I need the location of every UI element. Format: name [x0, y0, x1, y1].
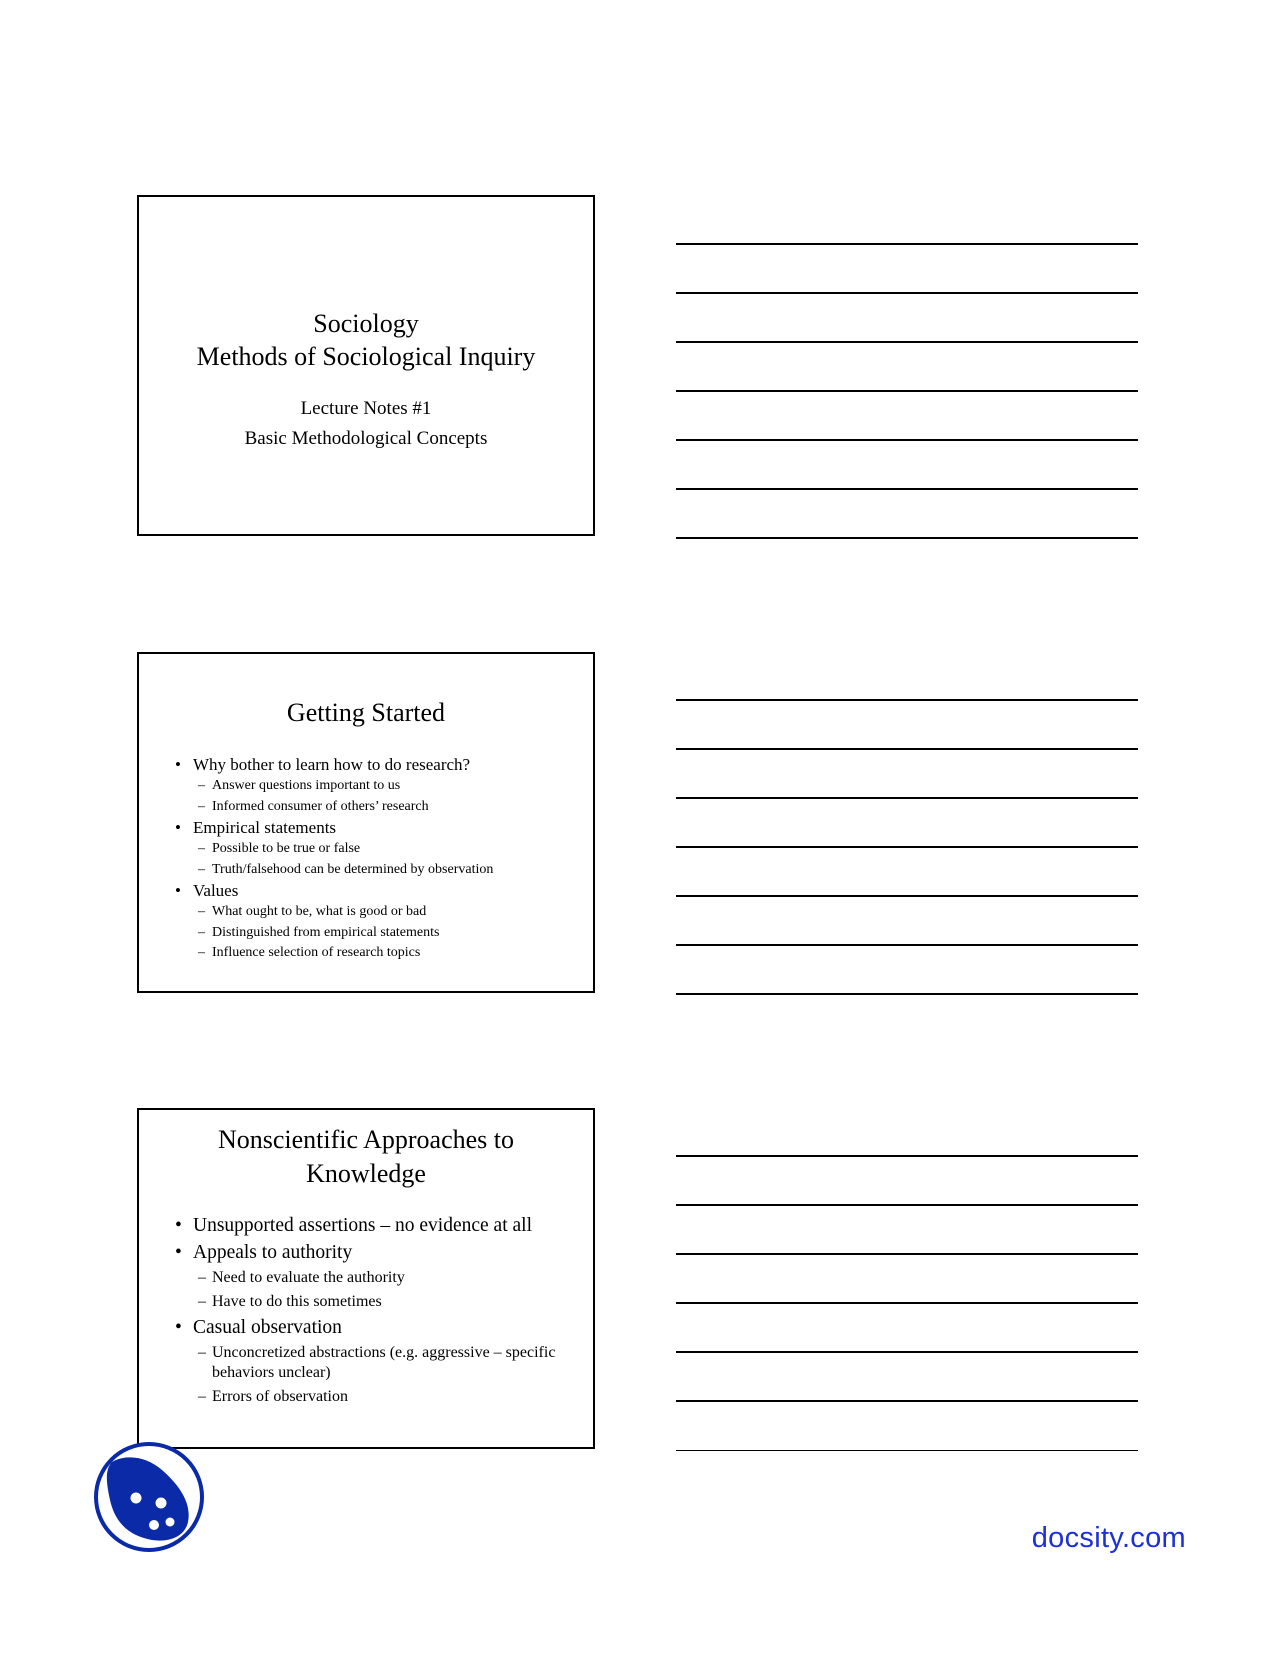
bullet-text: Why bother to learn how to do research?: [193, 755, 471, 774]
note-line: [676, 846, 1138, 848]
note-line: [676, 944, 1138, 946]
sub-bullet-text: Distinguished from empirical statements: [212, 924, 440, 940]
note-line: [676, 1204, 1138, 1206]
slide-2-bullet-list: [175, 754, 581, 964]
logo-dot: [131, 1493, 142, 1504]
dash-marker: –: [198, 861, 205, 877]
sub-bullet-text: Informed consumer of others’ research: [212, 798, 429, 814]
bullet-item: [175, 754, 581, 776]
dash-marker: –: [198, 778, 205, 793]
sub-bullet-item: [175, 902, 581, 923]
bullet-marker: •: [175, 755, 181, 774]
bullet-marker: •: [175, 1215, 182, 1236]
slide-1: [137, 195, 595, 536]
dash-marker: –: [198, 924, 205, 940]
note-line: [676, 1400, 1138, 1402]
sub-bullet-text: Influence selection of research topics: [212, 945, 421, 960]
note-line: [676, 1253, 1138, 1255]
bullet-marker: •: [175, 1242, 182, 1263]
slide-3-heading-line: Nonscientific Approaches to: [217, 1125, 515, 1154]
bullet-marker: •: [175, 881, 181, 900]
slide-3-heading-line: Knowledge: [306, 1159, 426, 1188]
bullet-marker: •: [175, 1317, 182, 1338]
slide-1-title: [139, 307, 593, 373]
sub-bullet-text: Have to do this sometimes: [212, 1293, 382, 1310]
note-line: [676, 390, 1138, 392]
sub-bullet-text: Errors of observation: [212, 1388, 348, 1405]
sub-bullet-item: [175, 860, 581, 881]
note-line: [676, 243, 1138, 245]
bullet-item: [175, 1212, 581, 1239]
bullet-text: Casual observation: [193, 1317, 342, 1338]
bullet-text: Values: [193, 881, 239, 900]
note-line: [676, 439, 1138, 441]
bullet-text: Unsupported assertions – no evidence at all: [193, 1215, 532, 1236]
sub-bullet-item: [175, 1385, 581, 1409]
logo-dot: [149, 1520, 159, 1530]
bullet-item: [175, 1239, 581, 1266]
dash-marker: –: [198, 1293, 206, 1310]
slide-1-subtitle-line: Lecture Notes #1: [300, 398, 432, 419]
logo-dot: [156, 1498, 167, 1509]
logo-dot: [166, 1518, 175, 1527]
sub-bullet-text: Possible to be true or false: [212, 841, 361, 856]
sub-bullet-item: [175, 923, 581, 944]
note-line: [676, 488, 1138, 490]
bullet-item: [175, 880, 581, 902]
sub-bullet-item: [175, 839, 581, 860]
note-line: [676, 537, 1138, 539]
slide-2-heading: Getting Started: [286, 698, 446, 727]
dash-marker: –: [198, 945, 205, 960]
sub-bullet-item: [175, 797, 581, 818]
dash-marker: –: [198, 1388, 206, 1405]
sub-bullet-text: Truth/falsehood can be determined by observation: [212, 861, 494, 877]
bullet-item: [175, 1314, 581, 1341]
slide-1-subtitle: [139, 394, 593, 454]
note-line: [676, 1450, 1138, 1451]
slide-3: [137, 1108, 595, 1449]
note-line: [676, 1351, 1138, 1353]
sub-bullet-text: Need to evaluate the authority: [212, 1269, 405, 1286]
bullet-text: Empirical statements: [193, 818, 337, 837]
slide-2: [137, 652, 595, 993]
slide-3-heading: [139, 1123, 593, 1191]
sub-bullet-item: [175, 776, 581, 797]
sub-bullet-item: [175, 1290, 581, 1314]
note-line: [676, 1302, 1138, 1304]
sub-bullet-item: [175, 943, 581, 964]
slide-1-title-line: Sociology: [313, 309, 419, 338]
dash-marker: –: [198, 1269, 206, 1286]
slide-3-bullet-list: [175, 1212, 581, 1409]
slide-1-subtitle-line: Basic Methodological Concepts: [244, 428, 488, 449]
bullet-item: [175, 817, 581, 839]
bullet-marker: •: [175, 818, 181, 837]
docsity-logo-icon[interactable]: [92, 1440, 206, 1554]
dash-marker: –: [198, 841, 205, 856]
note-line: [676, 895, 1138, 897]
dash-marker: –: [198, 798, 205, 814]
note-line: [676, 699, 1138, 701]
bullet-text: Appeals to authority: [193, 1242, 353, 1263]
note-line: [676, 993, 1138, 995]
dash-marker: –: [198, 904, 205, 919]
note-line: [676, 1155, 1138, 1157]
sub-bullet-item: [175, 1341, 581, 1385]
sub-bullet-item: [175, 1266, 581, 1290]
slide-1-title-line: Methods of Sociological Inquiry: [196, 342, 536, 371]
docsity-brand-link[interactable]: docsity.com: [1031, 1522, 1186, 1554]
sub-bullet-text: What ought to be, what is good or bad: [212, 904, 427, 919]
dash-marker: –: [198, 1344, 206, 1361]
note-line: [676, 797, 1138, 799]
sub-bullet-text: Unconcretized abstractions (e.g. aggressive – specific behaviors unclear): [212, 1344, 556, 1381]
note-line: [676, 341, 1138, 343]
note-line: [676, 292, 1138, 294]
note-line: [676, 748, 1138, 750]
sub-bullet-text: Answer questions important to us: [212, 778, 401, 793]
